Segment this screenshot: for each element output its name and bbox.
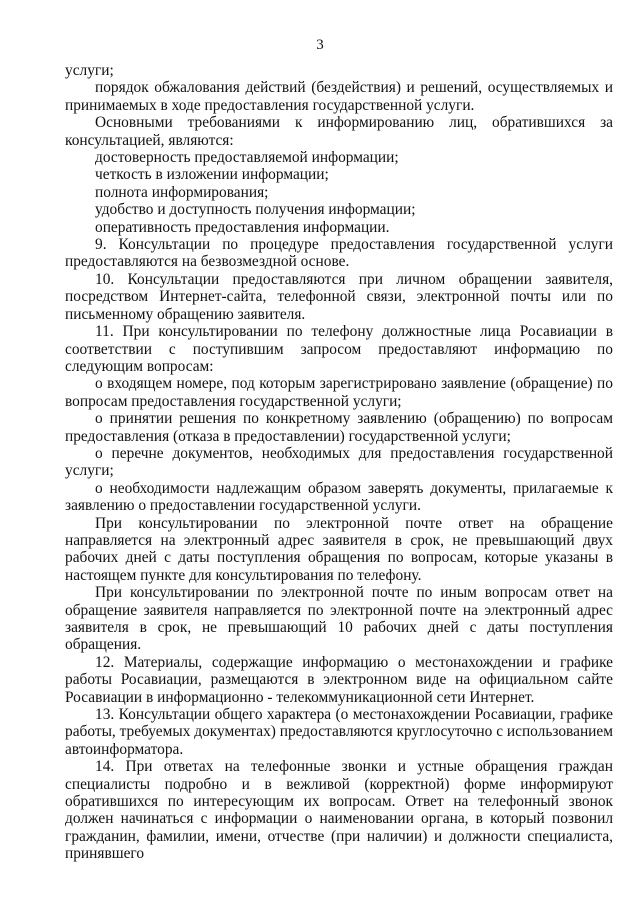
page-number: 3 — [316, 37, 324, 53]
paragraph: оперативность предоставления информации. — [95, 218, 390, 236]
paragraph: о необходимости надлежащим образом заверять документы, прилагаемые к заявлению о предоставлении государственной услуги. — [65, 479, 613, 515]
paragraph: услуги; — [65, 62, 114, 79]
paragraph: о перечне документов, необходимых для предоставления государственной услуги; — [65, 444, 613, 480]
paragraph: Основными требованиями к информированию лиц, обратившихся за консультацией, являются: — [65, 114, 613, 149]
paragraph: 11. При консультировании по телефону должностные лица Росавиации в соответствии с поступившим запросом предоставляют информацию по следующим вопросам: — [65, 323, 613, 375]
paragraph: порядок обжалования действий (бездействия) и решений, осуществляемых и принимаемых в ходе предоставления государственной услуги. — [65, 79, 613, 114]
paragraph: 12. Материалы, содержащие информацию о местонахождении и графике работы Росавиации, размещаются в электронном виде на официальном сайте Росавиации в информационно - телекоммуникационной сети Интернет. — [65, 653, 613, 706]
paragraph: четкость в изложении информации; — [95, 166, 329, 184]
paragraph: полнота информирования; — [95, 183, 269, 201]
paragraph: достоверность предоставляемой информации; — [95, 149, 399, 167]
paragraph: удобство и доступность получения информации; — [95, 201, 416, 219]
paragraph: 10. Консультации предоставляются при личном обращении заявителя, посредством Интернет-сайта, телефонной связи, электронной почты или по письменному обращению заявителя. — [65, 270, 613, 323]
paragraph: 14. При ответах на телефонные звонки и устные обращения граждан специалисты подробно и в вежливой (корректной) форме информируют обратившихся по интересующим их вопросам. Ответ на телефонный звонок должен начинаться с информации о наименовании органа, в который позвонил гражданин, фамилии, имени, отчестве (при наличии) и должности специалиста, принявшего — [65, 758, 613, 863]
paragraph: 13. Консультации общего характера (о местонахождении Росавиации, графике работы, требуемых документах) предоставляются круглосуточно с использованием автоинформатора. — [65, 706, 613, 758]
paragraph: 9. Консультации по процедуре предоставления государственной услуги предоставляются на безвозмездной основе. — [65, 236, 613, 271]
paragraph: о входящем номере, под которым зарегистрировано заявление (обращение) по вопросам предоставления государственной услуги; — [65, 375, 613, 410]
paragraph: о принятии решения по конкретному заявлению (обращению) по вопросам предоставления (отказа в предоставлении) государственной услуги; — [65, 410, 613, 445]
document-body — [65, 62, 613, 863]
paragraph: При консультировании по электронной почте ответ на обращение направляется на электронный адрес заявителя в срок, не превышающий двух рабочих дней с даты поступления обращения по вопросам, которые указаны в настоящем пункте для консультирования по телефону. — [65, 514, 613, 584]
paragraph: При консультировании по электронной почте по иным вопросам ответ на обращение заявителя направляется по электронной почте на электронный адрес заявителя в срок, не превышающий 10 рабочих дней с даты поступления обращения. — [65, 584, 613, 654]
